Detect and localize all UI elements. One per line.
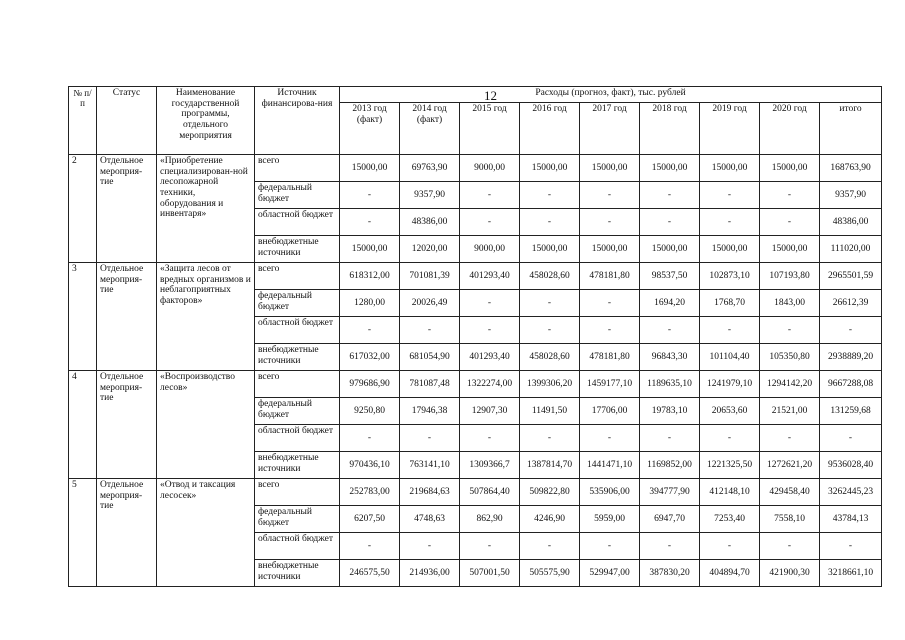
row-program-name: «Приобретение специализирован-ной лесопожарной техники, оборудования и инвентаря» bbox=[157, 155, 255, 263]
expense-value: 98537,50 bbox=[640, 263, 700, 290]
expense-value: 4748,63 bbox=[400, 506, 460, 533]
expense-value: 48386,00 bbox=[400, 209, 460, 236]
table-row bbox=[69, 371, 882, 398]
page-number: 12 bbox=[484, 88, 497, 103]
expense-value: - bbox=[580, 182, 640, 209]
expense-value: 429458,40 bbox=[760, 479, 820, 506]
expense-value: 168763,90 bbox=[820, 155, 882, 182]
expense-value: - bbox=[640, 317, 700, 344]
funding-source: областной бюджет bbox=[255, 425, 340, 452]
expense-value: 1221325,50 bbox=[700, 452, 760, 479]
expense-value: - bbox=[520, 317, 580, 344]
expense-value: 3218661,10 bbox=[820, 560, 882, 587]
expense-value: 9667288,08 bbox=[820, 371, 882, 398]
expense-value: - bbox=[640, 209, 700, 236]
expense-value: 617032,00 bbox=[340, 344, 400, 371]
expense-value: 15000,00 bbox=[580, 236, 640, 263]
row-number: 4 bbox=[69, 371, 97, 479]
expenses-table bbox=[68, 86, 882, 587]
expense-value: - bbox=[820, 317, 882, 344]
row-program-name: «Воспроизводство лесов» bbox=[157, 371, 255, 479]
header-expenses: Расходы (прогноз, факт), тыс. рублей bbox=[340, 87, 882, 103]
expense-value: 1309366,7 bbox=[460, 452, 520, 479]
expense-value: 20026,49 bbox=[400, 290, 460, 317]
header-year: 2013 год (факт) bbox=[340, 103, 400, 155]
row-status: Отдельное мероприя-тие bbox=[97, 263, 157, 371]
expense-value: 3262445,23 bbox=[820, 479, 882, 506]
expense-value: 111020,00 bbox=[820, 236, 882, 263]
expense-value: 5959,00 bbox=[580, 506, 640, 533]
header-year: 2015 год bbox=[460, 103, 520, 155]
expense-value: 21521,00 bbox=[760, 398, 820, 425]
expense-value: 105350,80 bbox=[760, 344, 820, 371]
expense-value: 6207,50 bbox=[340, 506, 400, 533]
expense-value: 19783,10 bbox=[640, 398, 700, 425]
expense-value: - bbox=[520, 209, 580, 236]
expense-value: 1768,70 bbox=[700, 290, 760, 317]
expense-value: 12020,00 bbox=[400, 236, 460, 263]
expense-value: 1399306,20 bbox=[520, 371, 580, 398]
row-number: 5 bbox=[69, 479, 97, 587]
expense-value: - bbox=[400, 317, 460, 344]
expense-value: 478181,80 bbox=[580, 263, 640, 290]
row-status: Отдельное мероприя-тие bbox=[97, 371, 157, 479]
expense-value: - bbox=[460, 317, 520, 344]
expense-value: 20653,60 bbox=[700, 398, 760, 425]
expense-value: 15000,00 bbox=[640, 155, 700, 182]
expense-value: 15000,00 bbox=[760, 236, 820, 263]
expense-value: 401293,40 bbox=[460, 344, 520, 371]
expense-value: 6947,70 bbox=[640, 506, 700, 533]
header-year: итого bbox=[820, 103, 882, 155]
row-number: 2 bbox=[69, 155, 97, 263]
expense-value: - bbox=[700, 317, 760, 344]
expense-value: - bbox=[520, 290, 580, 317]
expense-value: 387830,20 bbox=[640, 560, 700, 587]
expense-value: 9000,00 bbox=[460, 236, 520, 263]
expense-value: - bbox=[760, 182, 820, 209]
table-row bbox=[69, 155, 882, 182]
row-status: Отдельное мероприя-тие bbox=[97, 479, 157, 587]
expense-value: 17946,38 bbox=[400, 398, 460, 425]
header-year: 2017 год bbox=[580, 103, 640, 155]
expense-value: - bbox=[460, 182, 520, 209]
funding-source: внебюджетные источники bbox=[255, 560, 340, 587]
expense-value: 1441471,10 bbox=[580, 452, 640, 479]
expense-value: 246575,50 bbox=[340, 560, 400, 587]
expense-value: 401293,40 bbox=[460, 263, 520, 290]
expense-value: 43784,13 bbox=[820, 506, 882, 533]
expense-value: 96843,30 bbox=[640, 344, 700, 371]
expense-value: 458028,60 bbox=[520, 344, 580, 371]
expense-value: - bbox=[580, 209, 640, 236]
expense-value: - bbox=[700, 209, 760, 236]
expense-value: - bbox=[820, 425, 882, 452]
funding-source: федеральный бюджет bbox=[255, 290, 340, 317]
expense-value: - bbox=[760, 533, 820, 560]
expense-value: - bbox=[340, 533, 400, 560]
expense-value: 979686,90 bbox=[340, 371, 400, 398]
funding-source: областной бюджет bbox=[255, 533, 340, 560]
expense-value: - bbox=[700, 425, 760, 452]
expense-value: 781087,48 bbox=[400, 371, 460, 398]
row-program-name: «Защита лесов от вредных организмов и неблагоприятных факторов» bbox=[157, 263, 255, 371]
expense-value: 15000,00 bbox=[340, 236, 400, 263]
expense-value: 9357,90 bbox=[400, 182, 460, 209]
expense-value: - bbox=[760, 209, 820, 236]
expense-value: 1694,20 bbox=[640, 290, 700, 317]
expense-value: 9357,90 bbox=[820, 182, 882, 209]
expense-value: 2938889,20 bbox=[820, 344, 882, 371]
expense-value: - bbox=[460, 533, 520, 560]
expense-value: 4246,90 bbox=[520, 506, 580, 533]
expense-value: - bbox=[340, 425, 400, 452]
row-program-name: «Отвод и таксация лесосек» bbox=[157, 479, 255, 587]
row-number: 3 bbox=[69, 263, 97, 371]
expense-value: - bbox=[580, 425, 640, 452]
expense-value: - bbox=[520, 182, 580, 209]
expense-value: 26612,39 bbox=[820, 290, 882, 317]
expense-value: - bbox=[640, 533, 700, 560]
expense-value: 458028,60 bbox=[520, 263, 580, 290]
expense-value: 15000,00 bbox=[700, 236, 760, 263]
header-year: 2014 год (факт) bbox=[400, 103, 460, 155]
expense-value: 507864,40 bbox=[460, 479, 520, 506]
expense-value: - bbox=[460, 425, 520, 452]
expense-value: 1189635,10 bbox=[640, 371, 700, 398]
expense-value: 15000,00 bbox=[580, 155, 640, 182]
expense-value: - bbox=[340, 182, 400, 209]
header-year: 2016 год bbox=[520, 103, 580, 155]
expense-value: 618312,00 bbox=[340, 263, 400, 290]
expense-value: 478181,80 bbox=[580, 344, 640, 371]
expense-value: 7253,40 bbox=[700, 506, 760, 533]
expense-value: 15000,00 bbox=[520, 155, 580, 182]
expense-value: 505575,90 bbox=[520, 560, 580, 587]
table-row bbox=[69, 263, 882, 290]
expense-value: 1272621,20 bbox=[760, 452, 820, 479]
expense-value: 7558,10 bbox=[760, 506, 820, 533]
expense-value: 1387814,70 bbox=[520, 452, 580, 479]
header-name: Наименование государственной программы, отдельного мероприятия bbox=[157, 87, 255, 155]
expense-value: 701081,39 bbox=[400, 263, 460, 290]
expense-value: 1843,00 bbox=[760, 290, 820, 317]
expense-value: 412148,10 bbox=[700, 479, 760, 506]
expense-value: 15000,00 bbox=[340, 155, 400, 182]
funding-source: всего bbox=[255, 263, 340, 290]
header-num: № п/п bbox=[69, 87, 97, 155]
expense-value: 9000,00 bbox=[460, 155, 520, 182]
funding-source: областной бюджет bbox=[255, 209, 340, 236]
header-source: Источник финансирова-ния bbox=[255, 87, 340, 155]
expense-value: - bbox=[820, 533, 882, 560]
funding-source: внебюджетные источники bbox=[255, 344, 340, 371]
expense-value: 15000,00 bbox=[760, 155, 820, 182]
expense-value: - bbox=[580, 317, 640, 344]
expense-value: 535906,00 bbox=[580, 479, 640, 506]
expense-value: 1322274,00 bbox=[460, 371, 520, 398]
expense-value: - bbox=[640, 425, 700, 452]
expense-value: - bbox=[640, 182, 700, 209]
funding-source: всего bbox=[255, 479, 340, 506]
expense-value: 9250,80 bbox=[340, 398, 400, 425]
funding-source: областной бюджет bbox=[255, 317, 340, 344]
expense-value: 219684,63 bbox=[400, 479, 460, 506]
funding-source: внебюджетные источники bbox=[255, 236, 340, 263]
expense-value: 421900,30 bbox=[760, 560, 820, 587]
expense-value: 11491,50 bbox=[520, 398, 580, 425]
expense-value: 252783,00 bbox=[340, 479, 400, 506]
funding-source: федеральный бюджет bbox=[255, 506, 340, 533]
expense-value: 529947,00 bbox=[580, 560, 640, 587]
expense-value: 48386,00 bbox=[820, 209, 882, 236]
expense-value: 15000,00 bbox=[700, 155, 760, 182]
expense-value: - bbox=[460, 209, 520, 236]
expense-value: 862,90 bbox=[460, 506, 520, 533]
expense-value: 2965501,59 bbox=[820, 263, 882, 290]
expense-value: - bbox=[580, 533, 640, 560]
expense-value: 681054,90 bbox=[400, 344, 460, 371]
expense-value: 1294142,20 bbox=[760, 371, 820, 398]
expense-value: 404894,70 bbox=[700, 560, 760, 587]
expense-value: 101104,40 bbox=[700, 344, 760, 371]
expense-value: - bbox=[340, 317, 400, 344]
expense-value: 9536028,40 bbox=[820, 452, 882, 479]
expense-value: 69763,90 bbox=[400, 155, 460, 182]
expense-value: 15000,00 bbox=[520, 236, 580, 263]
expense-value: 15000,00 bbox=[640, 236, 700, 263]
header-year: 2020 год bbox=[760, 103, 820, 155]
expense-value: 507001,50 bbox=[460, 560, 520, 587]
table-row bbox=[69, 479, 882, 506]
expense-value: 1280,00 bbox=[340, 290, 400, 317]
expense-value: - bbox=[520, 425, 580, 452]
expense-value: 394777,90 bbox=[640, 479, 700, 506]
expense-value: - bbox=[700, 182, 760, 209]
expense-value: - bbox=[400, 425, 460, 452]
expense-value: 970436,10 bbox=[340, 452, 400, 479]
expense-value: 107193,80 bbox=[760, 263, 820, 290]
header-year: 2019 год bbox=[700, 103, 760, 155]
expense-value: 12907,30 bbox=[460, 398, 520, 425]
expense-value: - bbox=[400, 533, 460, 560]
expense-value: 1459177,10 bbox=[580, 371, 640, 398]
funding-source: федеральный бюджет bbox=[255, 398, 340, 425]
expense-value: - bbox=[760, 425, 820, 452]
funding-source: федеральный бюджет bbox=[255, 182, 340, 209]
expense-value: - bbox=[340, 209, 400, 236]
expense-value: - bbox=[700, 533, 760, 560]
expense-value: - bbox=[460, 290, 520, 317]
expense-value: - bbox=[760, 317, 820, 344]
funding-source: всего bbox=[255, 371, 340, 398]
expense-value: 214936,00 bbox=[400, 560, 460, 587]
expense-value: 1241979,10 bbox=[700, 371, 760, 398]
row-status: Отдельное мероприя-тие bbox=[97, 155, 157, 263]
expense-value: 131259,68 bbox=[820, 398, 882, 425]
expense-value: - bbox=[520, 533, 580, 560]
expense-value: 102873,10 bbox=[700, 263, 760, 290]
funding-source: всего bbox=[255, 155, 340, 182]
header-year: 2018 год bbox=[640, 103, 700, 155]
expense-value: 17706,00 bbox=[580, 398, 640, 425]
funding-source: внебюджетные источники bbox=[255, 452, 340, 479]
expense-value: 763141,10 bbox=[400, 452, 460, 479]
expense-value: 509822,80 bbox=[520, 479, 580, 506]
expense-value: - bbox=[580, 290, 640, 317]
header-status: Статус bbox=[97, 87, 157, 155]
expense-value: 1169852,00 bbox=[640, 452, 700, 479]
